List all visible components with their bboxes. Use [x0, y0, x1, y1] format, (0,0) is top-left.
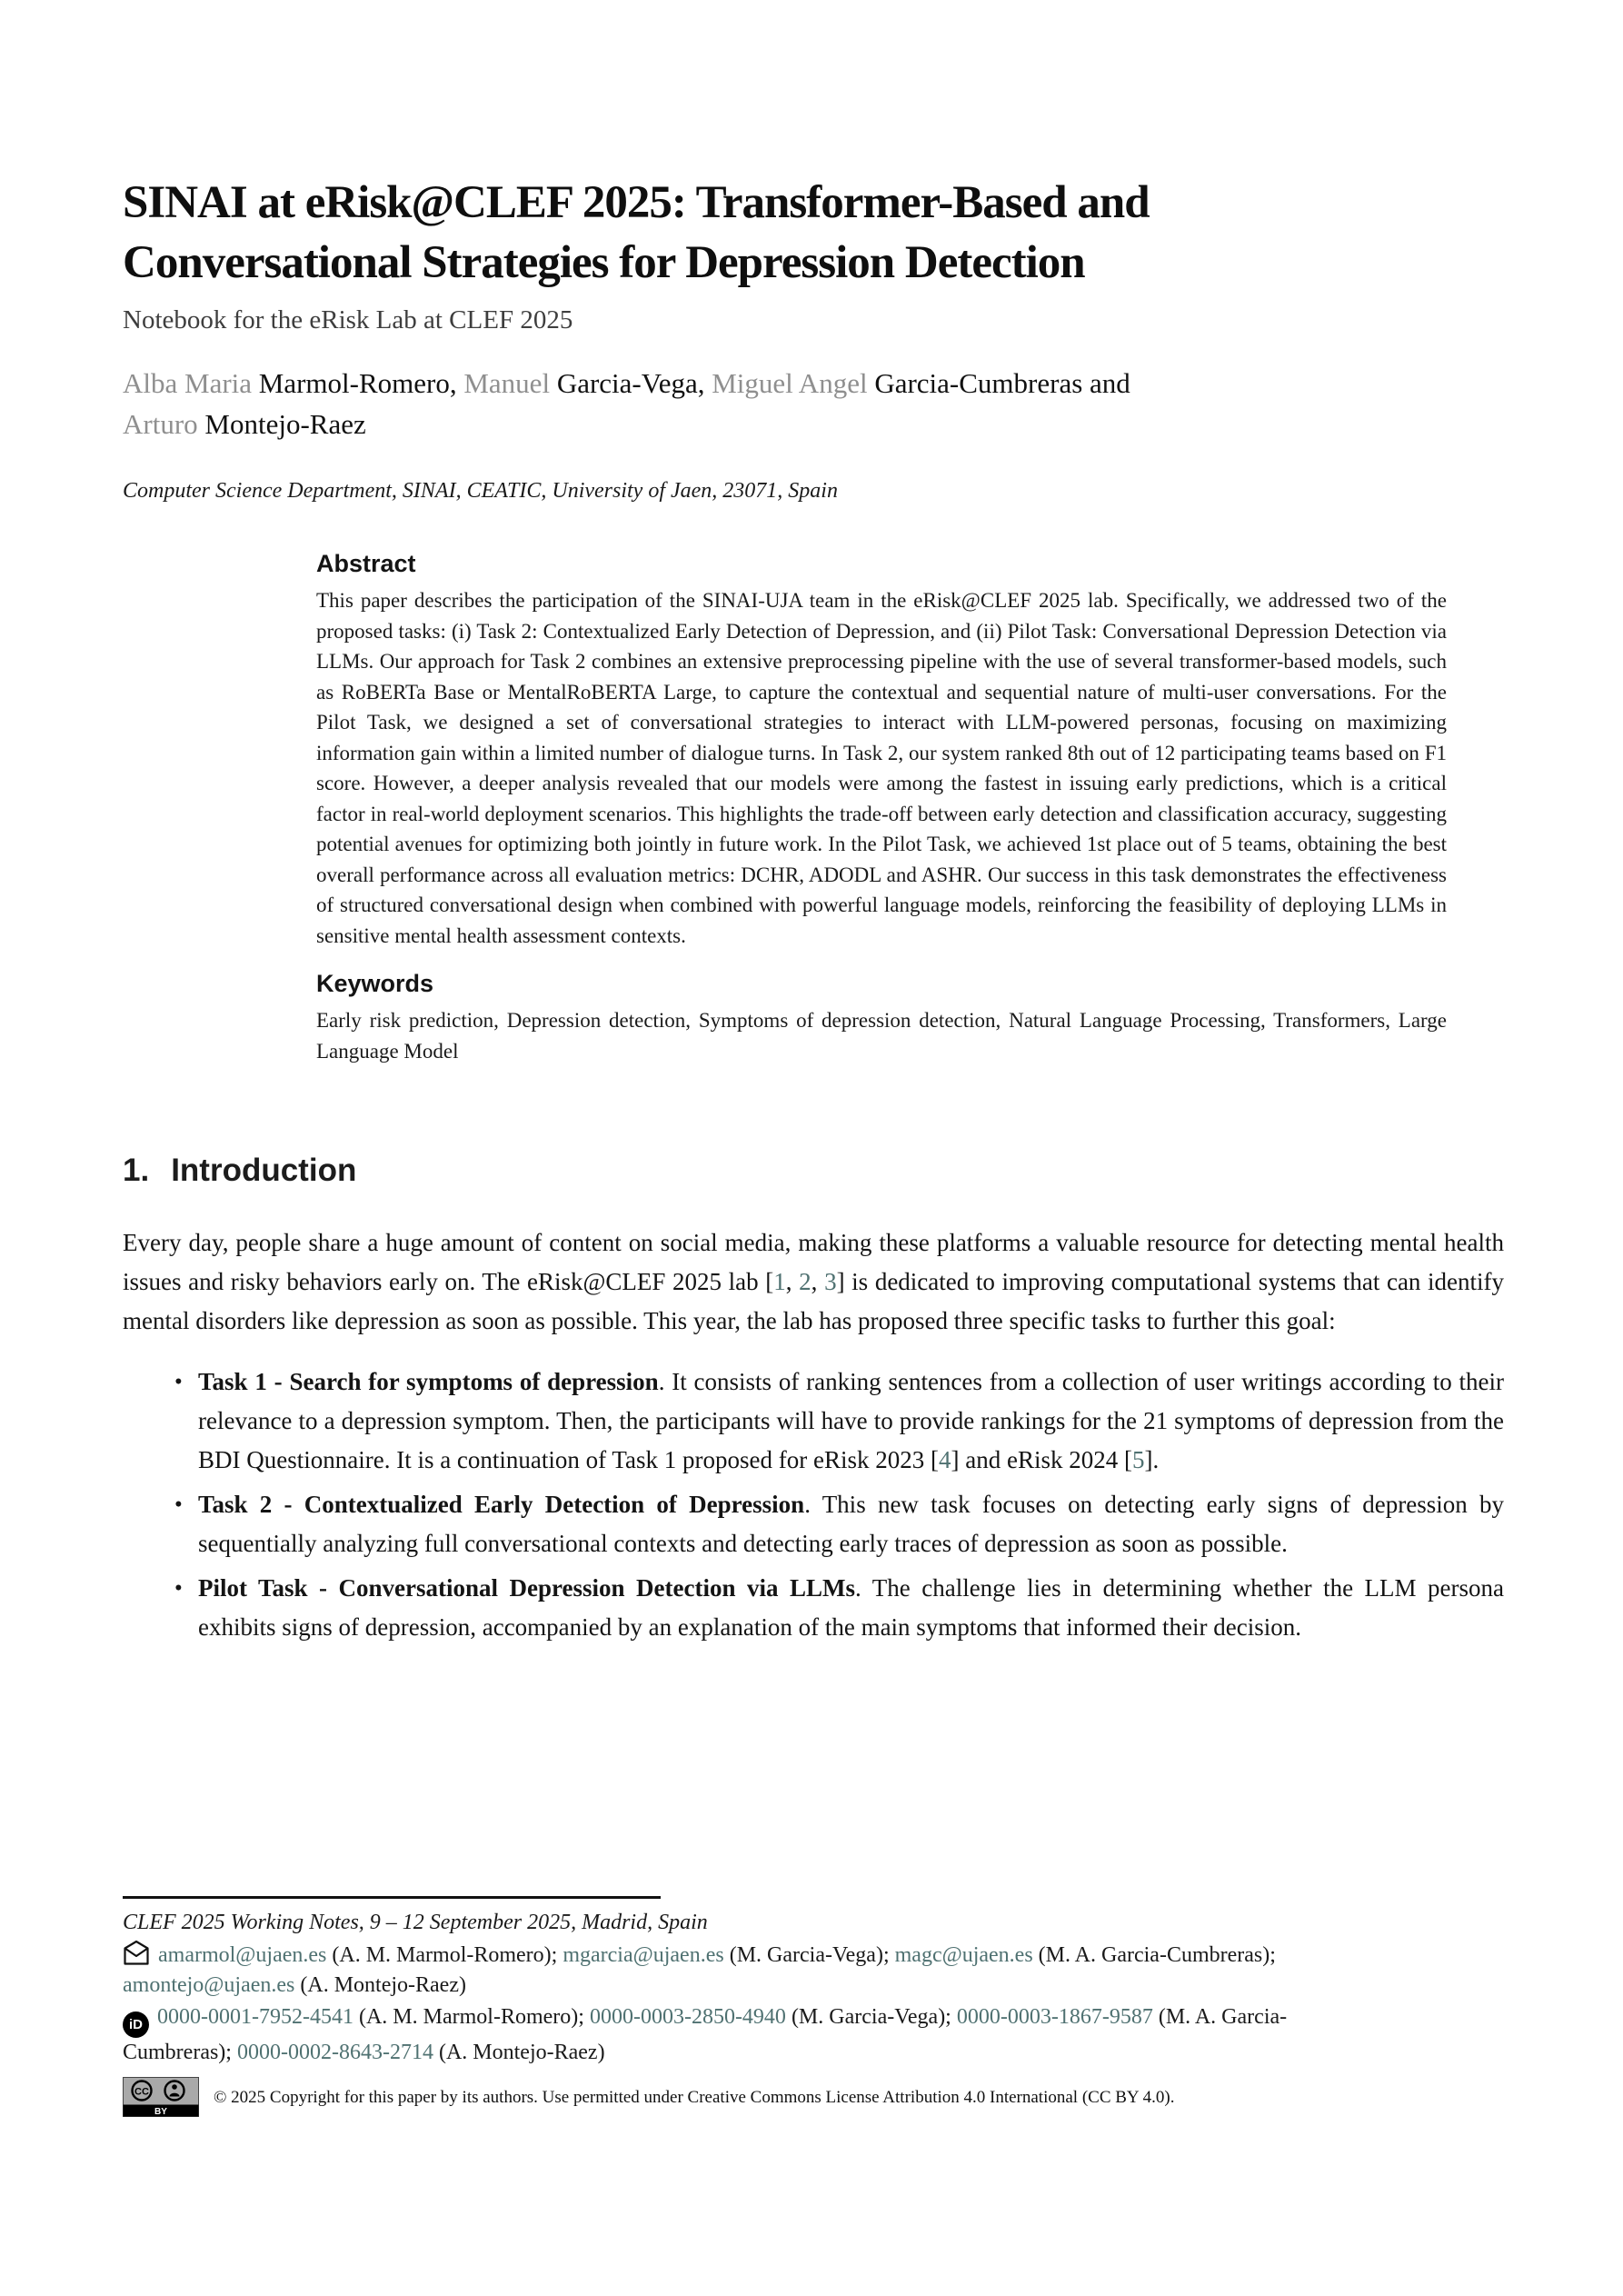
citation-link-3[interactable]: 3 — [824, 1268, 837, 1295]
cc-by-label: BY — [154, 2107, 167, 2117]
author-given-name: Manuel — [463, 367, 551, 399]
footnote-rule — [123, 1896, 661, 1899]
orcid-link[interactable]: 0000-0003-2850-4940 — [589, 2005, 786, 2029]
author — [463, 367, 712, 399]
orcid-owner: (M. Garcia-Vega); — [785, 2005, 957, 2029]
emails-line — [123, 1940, 1345, 2001]
author-family-name: Marmol-Romero — [258, 367, 450, 399]
footnote-block — [123, 1896, 1504, 2117]
email-owner: (A. M. Marmol-Romero); — [326, 1943, 563, 1967]
author-family-name: Montejo-Raez — [204, 408, 366, 440]
email-link[interactable]: mgarcia@ujaen.es — [563, 1943, 724, 1967]
orcid-icon: iD — [123, 2011, 149, 2038]
author-separator: , — [697, 367, 712, 399]
venue-line: CLEF 2025 Working Notes, 9 – 12 September 2025, Madrid, Spain — [123, 1911, 708, 1934]
email-link[interactable]: magc@ujaen.es — [894, 1943, 1033, 1967]
author — [123, 367, 463, 399]
abstract-text: This paper describes the participation of the SINAI-UJA team in the eRisk@CLEF 2025 lab. Specifically, we addressed two of the proposed tasks: (i) Task 2: Contextualized Early Detection of Depression, and (ii) Pilot Task: Conversational Depression Detection via LLMs. Our approach for Task 2 combines an extensive preprocessing pipeline with the use of several transformer-based models, such as RoBERTa Base or MentalRoBERTA Large, to capture the contextual and sequential nature of multi-user conversations. For the Pilot Task, we designed a set of conversational strategies to interact with LLM-powered personas, focusing on maximizing information gain within a limited number of dialogue turns. In Task 2, our system ranked 8th out of 12 participating teams based on F1 score. However, a deeper analysis revealed that our models were among the fastest in issuing early predictions, which is a critical factor in real-world deployment scenarios. This highlights the trade-off between early detection and classification accuracy, suggesting potential avenues for optimizing both jointly in future work. In the Pilot Task, we achieved 1st place out of 5 teams, obtaining the best overall performance across all evaluation metrics: DCHR, ADODL and ASHR. Our success in this task demonstrates the effectiveness of structured conversational design when combined with powerful language models, reinforcing the feasibility of deploying LLMs in sensitive mental health assessment contexts. — [316, 589, 1447, 947]
email-link[interactable]: amarmol@ujaen.es — [158, 1943, 327, 1967]
orcid-owner: (A. Montejo-Raez) — [433, 2041, 605, 2064]
task2-label: Task 2 - Contextualized Early Detection of Depression — [198, 1491, 805, 1518]
orcid-owner: (A. M. Marmol-Romero); — [353, 2005, 590, 2029]
author-family-name: Garcia-Cumbreras — [874, 367, 1083, 399]
task2-text: . This new task focuses on detecting early signs of depression by sequentially analyzing full conversational contexts and detecting early traces of depression as soon as possible. — [198, 1491, 1504, 1557]
keywords-heading: Keywords — [316, 970, 434, 997]
pilot-task-text: . The challenge lies in determining whether the LLM persona exhibits signs of depression, accompanied by an explanation of the main symptoms that informed their decision. — [198, 1574, 1505, 1641]
affiliation: Computer Science Department, SINAI, CEATIC, University of Jaen, 23071, Spain — [123, 479, 838, 503]
orcids-line — [123, 2002, 1322, 2068]
orcid-link[interactable]: 0000-0002-8643-2714 — [236, 2041, 433, 2064]
intro-text: ] is dedicated to improving computational systems that can identify mental disorders like depression as soon as possible. This year, the lab has proposed three specific tasks to further this goal: — [123, 1268, 1505, 1334]
task1-text: ] and eRisk 2024 [ — [951, 1446, 1132, 1473]
cc-by-badge-icon — [123, 2077, 199, 2117]
email-owner: (M. Garcia-Vega); — [723, 1943, 895, 1967]
cc-icon: CC — [134, 2086, 149, 2098]
citation-link-2[interactable]: 2 — [799, 1268, 812, 1295]
envelope-icon — [123, 1940, 150, 1966]
citation-link-5[interactable]: 5 — [1131, 1446, 1145, 1473]
abstract-block — [316, 547, 1447, 1066]
citation-separator: , — [811, 1268, 825, 1295]
task-list — [123, 1363, 1504, 1647]
citation-separator: , — [785, 1268, 800, 1295]
intro-text: Every day, people share a huge amount of content on social media, making these platforms a valuable resource for detecting mental health issues and risky behaviors early on. The eRisk@CLEF 2025 lab [ — [123, 1229, 1504, 1295]
email-link[interactable]: amontejo@ujaen.es — [123, 1973, 295, 1997]
pilot-task-label: Pilot Task - Conversational Depression Detection via LLMs — [198, 1574, 855, 1602]
author-given-name: Miguel Angel — [712, 367, 868, 399]
task1-text: ]. — [1144, 1446, 1160, 1473]
author-list — [123, 363, 1204, 444]
license-row — [123, 2077, 1504, 2117]
list-item-task2 — [123, 1485, 1504, 1563]
task1-label: Task 1 - Search for symptoms of depression — [198, 1368, 659, 1395]
list-item-task1 — [123, 1363, 1504, 1480]
paper-subtitle: Notebook for the eRisk Lab at CLEF 2025 — [123, 305, 573, 334]
abstract-heading: Abstract — [316, 550, 416, 577]
author-given-name: Arturo — [123, 408, 198, 440]
author-separator: and — [1082, 367, 1130, 399]
paper-title: SINAI at eRisk@CLEF 2025: Transformer-Based and Conversational Strategies for Depression Detection — [123, 177, 1150, 288]
section-heading-introduction — [123, 1150, 1504, 1191]
person-icon — [172, 2084, 177, 2090]
task1-text: . It consists of ranking sentences from a collection of user writings according to their relevance to a depression symptom. Then, the participants will have to provide rankings for the 21 symptoms of depression from the BDI Questionnaire. It is a continuation of Task 1 proposed for eRisk 2023 [ — [198, 1368, 1504, 1473]
license-text: © 2025 Copyright for this paper by its authors. Use permitted under Creative Commons License Attribution 4.0 International (CC BY 4.0). — [214, 2087, 1175, 2107]
author — [123, 408, 366, 440]
orcid-link[interactable]: 0000-0001-7952-4541 — [157, 2005, 353, 2029]
section-number: 1. — [123, 1153, 150, 1188]
email-owner: (A. Montejo-Raez) — [294, 1973, 466, 1997]
intro-paragraph — [123, 1223, 1504, 1341]
keywords-text: Early risk prediction, Depression detection, Symptoms of depression detection, Natural Language Processing, Transformers, Large Language Model — [316, 1009, 1447, 1063]
citation-link-4[interactable]: 4 — [938, 1446, 951, 1473]
list-item-pilot-task — [123, 1569, 1504, 1647]
author-separator: , — [449, 367, 464, 399]
author-given-name: Alba Maria — [123, 367, 253, 399]
author-family-name: Garcia-Vega — [556, 367, 698, 399]
orcid-link[interactable]: 0000-0003-1867-9587 — [956, 2005, 1153, 2029]
orcid-owner: (M. A. Garcia-Cumbreras); — [123, 2005, 1288, 2064]
author — [712, 367, 1130, 399]
email-owner: (M. A. Garcia-Cumbreras); — [1032, 1943, 1276, 1967]
citation-link-1[interactable]: 1 — [773, 1268, 786, 1295]
section-title: Introduction — [171, 1153, 357, 1188]
